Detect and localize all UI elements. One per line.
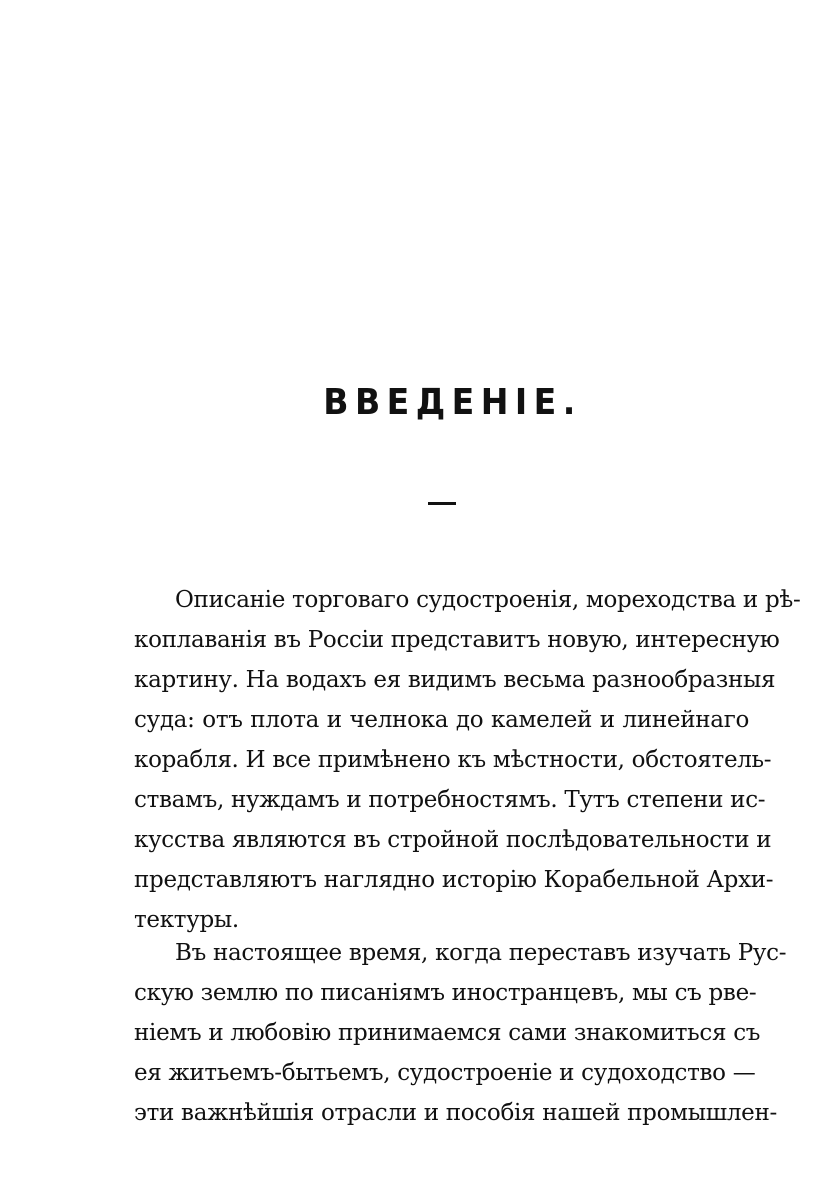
text-line: ея житьемъ-бытьемъ, судостроеніе и судоходство — — [134, 1060, 756, 1086]
text-line: коплаванія въ Россіи представитъ новую, интересную — [134, 627, 780, 653]
text-line: скую землю по писаніямъ иностранцевъ, мы съ рве- — [134, 980, 757, 1006]
paragraph-2 — [134, 933, 787, 1133]
text-line: представляютъ наглядно исторію Корабельной Архи- — [134, 867, 774, 893]
text-line: ніемъ и любовію принимаемся сами знакомиться съ — [134, 1020, 761, 1046]
text-line: суда: отъ плота и челнока до камелей и линейнаго — [134, 707, 749, 733]
chapter-heading: ВВЕДЕНІЕ. — [323, 382, 582, 423]
paragraph-1 — [134, 580, 801, 940]
text-line: тектуры. — [134, 907, 239, 933]
text-line: кусства являются въ стройной послѣдовательности и — [134, 827, 772, 853]
text-line: Въ настоящее время, когда переставъ изучать Рус- — [175, 940, 787, 966]
text-line: картину. На водахъ ея видимъ весьма разнообразныя — [134, 667, 776, 693]
text-line: эти важнѣйшія отрасли и пособія нашей промышлен- — [134, 1100, 777, 1126]
heading-separator-dash — [428, 502, 456, 505]
text-line: Описаніе торговаго судостроенія, мореходства и рѣ- — [175, 587, 801, 613]
text-line: корабля. И все примѣнено къ мѣстности, обстоятель- — [134, 747, 772, 773]
text-line: ствамъ, нуждамъ и потребностямъ. Тутъ степени ис- — [134, 787, 766, 813]
